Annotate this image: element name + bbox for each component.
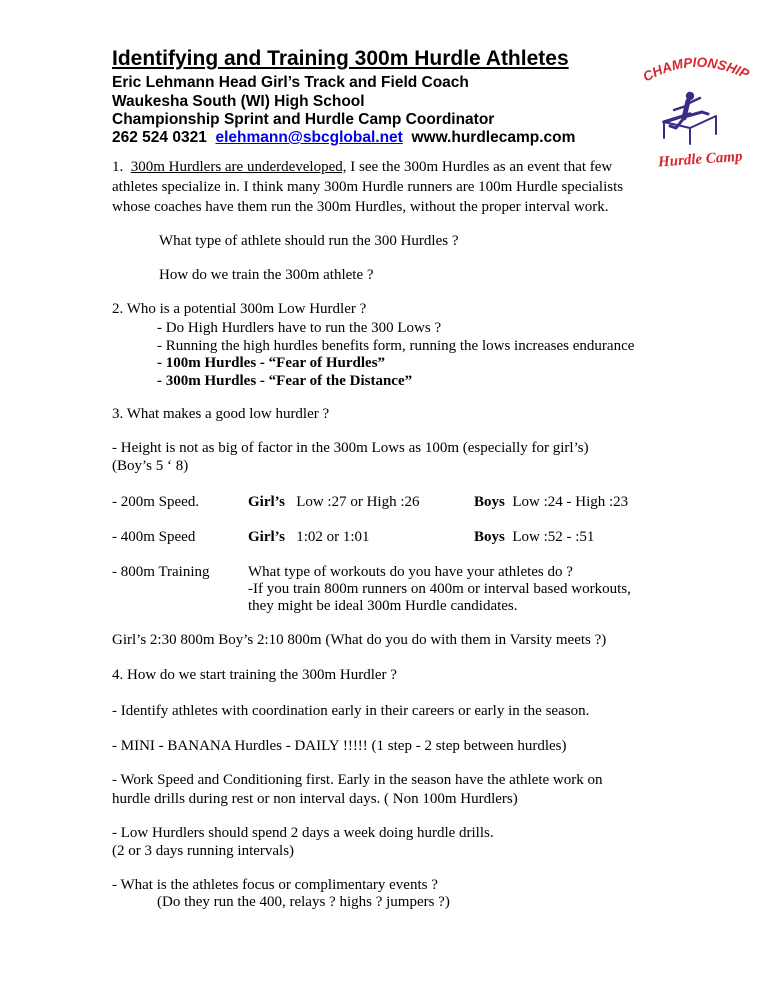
section4-p4-line2: (2 or 3 days running intervals) (112, 843, 295, 859)
speed400-girls-label: Girl’s (248, 529, 285, 545)
speed200-boys (474, 494, 628, 511)
height-line2: (Boy’s 5 ‘ 8) (112, 458, 189, 474)
speed400-boys-label: Boys (474, 529, 505, 545)
section4-p3-line2: hurdle drills during rest or non interval days. ( Non 100m Hurdlers) (112, 791, 518, 807)
section1-line1-rest: I see the 300m Hurdles as an event that few (346, 159, 613, 175)
training800-line1: What type of workouts do you have your athletes do ? (248, 564, 573, 580)
page-title: Identifying and Training 300m Hurdle Athletes (112, 47, 569, 70)
times-800-line: Girl’s 2:30 800m Boy’s 2:10 800m (What do you do with them in Varsity meets ?) (112, 632, 607, 648)
section4-p1: - Identify athletes with coordination early in their careers or early in the season. (112, 703, 590, 719)
section1-question1: What type of athlete should run the 300 Hurdles ? (159, 233, 459, 249)
logo-bottom-text: Hurdle Camp (657, 148, 744, 171)
section2-item4: - 300m Hurdles - “Fear of the Distance” (157, 373, 413, 389)
speed400-girls-value: 1:02 or 1:01 (296, 529, 370, 545)
section1-line1 (112, 159, 612, 176)
section4-p2: - MINI - BANANA Hurdles - DAILY !!!!! (1 step - 2 step between hurdles) (112, 738, 567, 754)
contact-line (112, 129, 575, 147)
section2-heading: 2. Who is a potential 300m Low Hurdler ? (112, 301, 367, 317)
speed400-girls (248, 529, 370, 546)
training800-label: - 800m Training (112, 564, 210, 580)
speed200-boys-value: Low :24 - High :23 (512, 494, 629, 510)
speed200-boys-label: Boys (474, 494, 505, 510)
speed200-girls-label: Girl’s (248, 494, 285, 510)
section1-line2: athletes specialize in. I think many 300m Hurdle runners are 100m Hurdle specialists (112, 179, 624, 195)
section1-number: 1. (112, 159, 124, 175)
role-line: Championship Sprint and Hurdle Camp Coordinator (112, 111, 495, 128)
training800-line2: -If you train 800m runners on 400m or interval based workouts, (248, 581, 631, 597)
section2-item1: - Do High Hurdlers have to run the 300 Lows ? (157, 320, 442, 336)
section1-question2: How do we train the 300m athlete ? (159, 267, 374, 283)
section4-p3-line1: - Work Speed and Conditioning first. Early in the season have the athlete work on (112, 772, 603, 788)
hurdler-figure-icon (664, 92, 716, 144)
speed400-boys (474, 529, 594, 546)
section2-item2: - Running the high hurdles benefits form, running the lows increases endurance (157, 338, 635, 354)
speed200-girls-value: Low :27 or High :26 (296, 494, 420, 510)
logo-top-text: CHAMPIONSHIP (640, 54, 750, 85)
section3-heading: 3. What makes a good low hurdler ? (112, 406, 330, 422)
section2-item3: - 100m Hurdles - “Fear of Hurdles” (157, 355, 386, 371)
speed200-girls (248, 494, 420, 511)
section1-lead: 300m Hurdlers are underdeveloped, (130, 159, 347, 175)
school-line: Waukesha South (WI) High School (112, 93, 365, 110)
championship-hurdle-camp-logo (638, 48, 750, 176)
speed200-label: - 200m Speed. (112, 494, 200, 510)
section4-p5-line1: - What is the athletes focus or complimentary events ? (112, 877, 438, 893)
website-text: www.hurdlecamp.com (411, 129, 576, 146)
phone-number: 262 524 0321 (112, 129, 207, 146)
height-line1: - Height is not as big of factor in the 300m Lows as 100m (especially for girl’s) (112, 440, 589, 456)
section4-p4-line1: - Low Hurdlers should spend 2 days a week doing hurdle drills. (112, 825, 494, 841)
speed400-boys-value: Low :52 - :51 (512, 529, 595, 545)
author-line: Eric Lehmann Head Girl’s Track and Field Coach (112, 74, 469, 91)
speed400-label: - 400m Speed (112, 529, 196, 545)
training800-line3: they might be ideal 300m Hurdle candidates. (248, 598, 518, 614)
section1-line3: whose coaches have them run the 300m Hurdles, without the proper interval work. (112, 199, 609, 215)
section4-p5-line2: (Do they run the 400, relays ? highs ? jumpers ?) (157, 894, 450, 910)
section4-heading: 4. How do we start training the 300m Hurdler ? (112, 667, 397, 683)
email-link[interactable]: elehmann@sbcglobal.net (215, 129, 403, 146)
